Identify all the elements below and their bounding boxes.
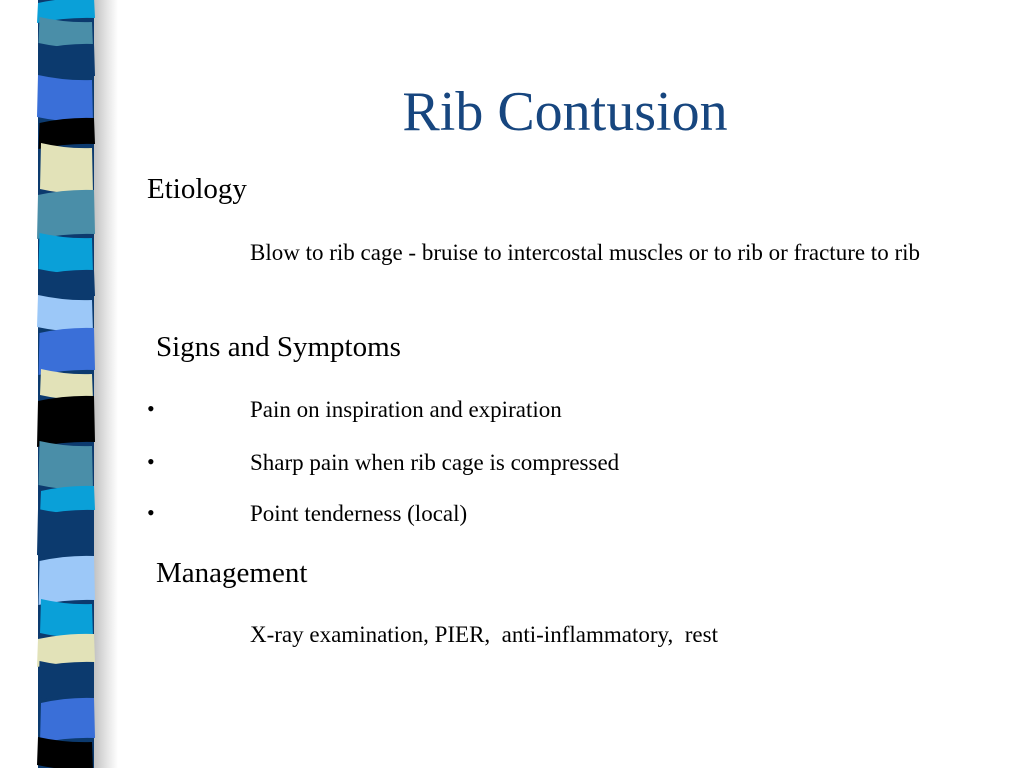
signs-item-3: Point tenderness (local) (250, 501, 468, 526)
bullet-marker: • (147, 396, 155, 421)
strip-segment (37, 75, 93, 122)
decorative-color-strip (0, 0, 100, 768)
strip-segment (37, 396, 95, 447)
management-text: X-ray examination, PIER, anti-inflammatory, rest (250, 622, 718, 647)
strip-segment (39, 441, 94, 490)
strip-segment (37, 295, 93, 332)
management-heading: Management (156, 557, 308, 589)
bullet-marker: • (147, 449, 155, 474)
strip-segment (40, 143, 93, 194)
signs-item-2: Sharp pain when rib cage is compressed (250, 450, 620, 475)
signs-heading: Signs and Symptoms (156, 331, 401, 363)
strip-segment (40, 698, 95, 743)
etiology-heading: Etiology (147, 173, 247, 205)
signs-item-1: Pain on inspiration and expiration (250, 397, 562, 422)
etiology-text: Blow to rib cage - bruise to intercostal muscles or to rib or fracture to rib (250, 240, 920, 265)
strip-segment (39, 556, 96, 605)
slide-title: Rib Contusion (402, 81, 728, 143)
strip-segment (39, 661, 94, 702)
strip-segment (37, 190, 95, 239)
strip-segment (39, 328, 96, 375)
strip-segment (40, 599, 93, 638)
strip-segment (37, 509, 93, 560)
strip-segment (39, 233, 94, 274)
strip-segment (40, 44, 95, 81)
bullet-marker: • (147, 500, 155, 525)
